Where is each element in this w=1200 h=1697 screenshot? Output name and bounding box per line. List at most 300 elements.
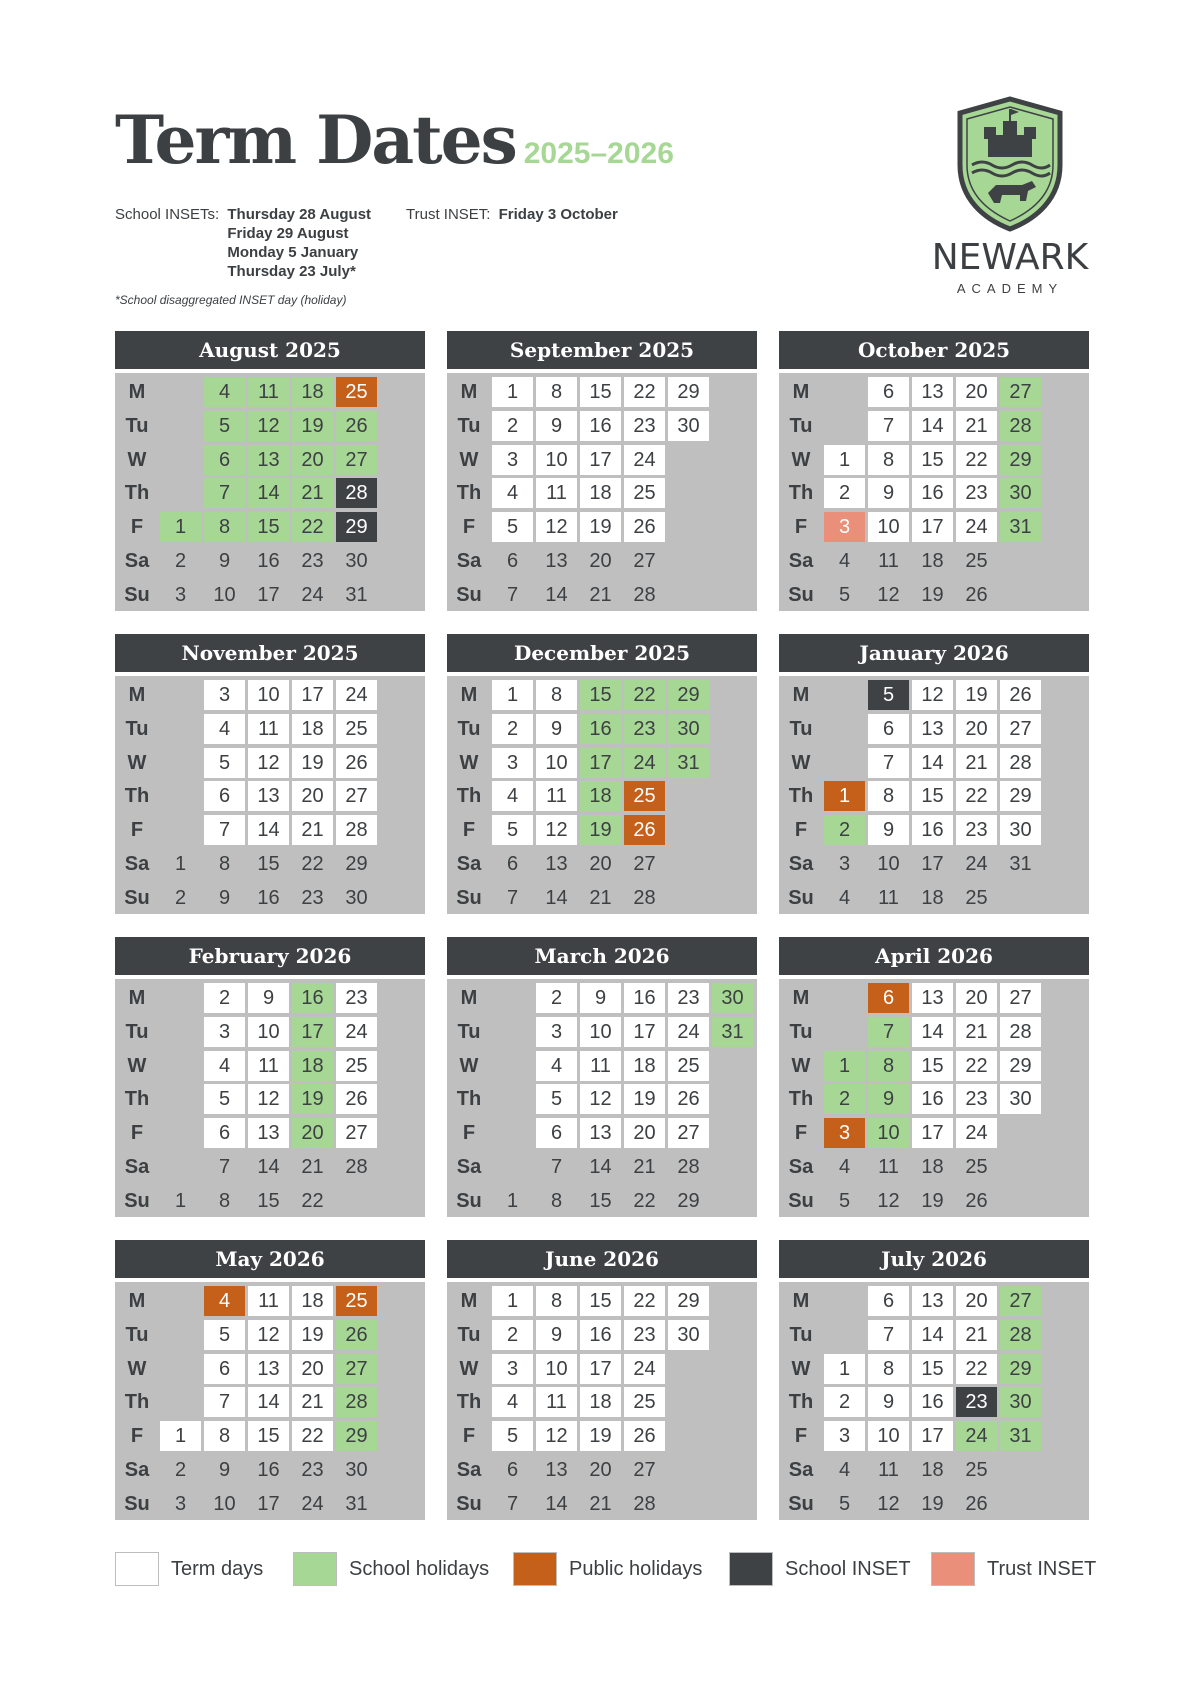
calendar-day: 11 <box>535 1386 578 1418</box>
calendar-day: 20 <box>579 1454 622 1486</box>
weekday-label: Tu <box>789 414 813 437</box>
calendar-day: 21 <box>291 814 334 846</box>
calendar-day: 8 <box>867 1050 910 1082</box>
calendar-day: 20 <box>955 1285 998 1317</box>
calendar-day: 22 <box>955 1353 998 1385</box>
calendar-day: 14 <box>247 814 290 846</box>
calendar-day: 29 <box>999 444 1042 476</box>
calendar-day: 16 <box>247 882 290 914</box>
calendar-day: 31 <box>999 511 1042 543</box>
weekday-label: F <box>462 819 476 842</box>
calendar-day: 8 <box>203 848 246 880</box>
weekday-label: Th <box>456 1088 482 1111</box>
calendar-day: 13 <box>247 780 290 812</box>
weekday-label: Su <box>788 1189 814 1212</box>
calendar-day: 4 <box>203 376 246 408</box>
weekday-label: W <box>459 1054 479 1077</box>
month-calendar <box>779 1240 1089 1520</box>
weekday-label: M <box>128 684 146 706</box>
weekday-label: F <box>130 819 144 842</box>
school-insets-label: School INSETs: <box>115 206 220 223</box>
calendar-day: 20 <box>291 1117 334 1149</box>
calendar-day: 23 <box>291 545 334 577</box>
calendar-day: 20 <box>955 982 998 1014</box>
calendar-day: 12 <box>247 747 290 779</box>
calendar-day: 20 <box>579 848 622 880</box>
calendar-day: 15 <box>247 511 290 543</box>
month-calendar <box>447 937 757 1217</box>
calendar-day: 3 <box>535 1016 578 1048</box>
calendar-day: 24 <box>291 579 334 611</box>
weekday-label: W <box>127 751 147 774</box>
calendar-day: 29 <box>667 1285 710 1317</box>
calendar-day: 14 <box>535 882 578 914</box>
calendar-day: 5 <box>203 410 246 442</box>
calendar-day: 28 <box>999 747 1042 779</box>
calendar-day: 28 <box>335 1151 378 1183</box>
calendar-day: 9 <box>203 545 246 577</box>
calendar-day: 10 <box>247 1016 290 1048</box>
calendar-day: 26 <box>955 579 998 611</box>
calendar-day: 11 <box>867 1151 910 1183</box>
calendar-day: 16 <box>911 1386 954 1418</box>
calendar-day: 3 <box>203 679 246 711</box>
calendar-day: 2 <box>159 545 202 577</box>
calendar-day: 29 <box>335 511 378 543</box>
calendar-day: 19 <box>579 1420 622 1452</box>
calendar-day: 31 <box>711 1016 754 1048</box>
weekday-label: M <box>128 987 146 1009</box>
calendar-day: 18 <box>291 1050 334 1082</box>
calendar-day: 15 <box>247 1185 290 1217</box>
legend-label: School INSET <box>785 1558 911 1580</box>
weekday-label: W <box>459 751 479 774</box>
calendar-day: 28 <box>335 1386 378 1418</box>
calendar-day: 16 <box>911 1083 954 1115</box>
legend-label: Term days <box>171 1558 264 1580</box>
calendar-day: 12 <box>579 1083 622 1115</box>
calendar-day: 7 <box>203 1386 246 1418</box>
calendar-day: 18 <box>579 780 622 812</box>
legend-swatch <box>729 1552 773 1586</box>
calendar-day: 5 <box>535 1083 578 1115</box>
calendar-day: 13 <box>247 444 290 476</box>
calendar-day: 8 <box>203 1185 246 1217</box>
weekday-label: Sa <box>124 1156 150 1178</box>
calendar-day: 11 <box>535 780 578 812</box>
legend-label: Trust INSET <box>987 1558 1097 1580</box>
calendar-day: 30 <box>335 1454 378 1486</box>
calendar-day: 14 <box>535 1488 578 1520</box>
calendar-day: 8 <box>203 511 246 543</box>
weekday-label: Su <box>124 1492 150 1515</box>
calendar-day: 12 <box>535 1420 578 1452</box>
month-title: January 2026 <box>779 634 1089 672</box>
weekday-label: M <box>460 381 478 403</box>
calendar-day: 21 <box>291 1386 334 1418</box>
calendar-day: 5 <box>823 1185 866 1217</box>
calendar-day: 28 <box>623 579 666 611</box>
calendar-day: 2 <box>159 882 202 914</box>
weekday-label: M <box>460 1290 478 1312</box>
calendar-day: 31 <box>335 579 378 611</box>
calendar-day: 24 <box>955 1117 998 1149</box>
calendar-day: 23 <box>623 1319 666 1351</box>
calendar-day: 24 <box>335 679 378 711</box>
calendar-day: 27 <box>623 1454 666 1486</box>
calendar-day: 28 <box>623 1488 666 1520</box>
calendar-day: 12 <box>867 1488 910 1520</box>
calendar-day: 3 <box>159 1488 202 1520</box>
month-calendar <box>447 634 757 914</box>
month-title: February 2026 <box>115 937 425 975</box>
calendar-day: 26 <box>623 814 666 846</box>
calendar-day: 3 <box>823 848 866 880</box>
school-insets-dates <box>227 205 371 281</box>
weekday-label: F <box>794 1425 808 1448</box>
calendar-day: 27 <box>999 1285 1042 1317</box>
calendar-day: 4 <box>203 713 246 745</box>
calendar-day: 21 <box>291 477 334 509</box>
calendar-day: 24 <box>623 1353 666 1385</box>
calendar-day: 27 <box>667 1117 710 1149</box>
calendar-day: 9 <box>867 814 910 846</box>
calendar-day: 22 <box>955 444 998 476</box>
school-inset-date: Thursday 23 July* <box>227 263 356 280</box>
weekday-label: Th <box>124 785 150 808</box>
calendar-day: 19 <box>291 410 334 442</box>
calendar-day: 14 <box>911 1319 954 1351</box>
calendar-day: 4 <box>491 780 534 812</box>
calendar-day: 27 <box>623 848 666 880</box>
calendar-day: 5 <box>491 511 534 543</box>
calendar-day: 12 <box>247 1083 290 1115</box>
footnote: *School disaggregated INSET day (holiday) <box>115 293 347 307</box>
calendar-day: 11 <box>247 713 290 745</box>
calendar-day: 14 <box>911 1016 954 1048</box>
calendar-day: 30 <box>667 713 710 745</box>
calendar-day: 29 <box>999 1353 1042 1385</box>
calendar-day: 30 <box>667 1319 710 1351</box>
calendar-day: 14 <box>579 1151 622 1183</box>
calendar-day: 19 <box>955 679 998 711</box>
calendar-day: 18 <box>623 1050 666 1082</box>
weekday-label: F <box>794 1122 808 1145</box>
calendar-day: 12 <box>535 814 578 846</box>
calendar-day: 21 <box>579 579 622 611</box>
calendar-day: 22 <box>955 1050 998 1082</box>
weekday-label: Tu <box>125 414 149 437</box>
calendar-day: 24 <box>623 747 666 779</box>
calendar-day: 8 <box>867 780 910 812</box>
calendar-day: 21 <box>579 882 622 914</box>
calendar-day: 11 <box>247 376 290 408</box>
weekday-label: M <box>792 684 810 706</box>
calendar-day: 6 <box>491 848 534 880</box>
calendar-day: 24 <box>955 848 998 880</box>
weekday-label: Tu <box>125 717 149 740</box>
calendar-day: 7 <box>491 579 534 611</box>
calendar-day: 15 <box>911 1050 954 1082</box>
calendar-day: 9 <box>867 1386 910 1418</box>
month-calendar <box>779 937 1089 1217</box>
weekday-label: Su <box>456 583 482 606</box>
calendar-day: 22 <box>623 679 666 711</box>
weekday-label: Sa <box>456 1459 482 1481</box>
calendar-day: 7 <box>867 410 910 442</box>
calendar-day: 5 <box>491 1420 534 1452</box>
calendar-day: 26 <box>335 1083 378 1115</box>
weekday-label: Sa <box>456 1156 482 1178</box>
calendar-day: 6 <box>867 713 910 745</box>
calendar-day: 29 <box>667 1185 710 1217</box>
calendar-day: 17 <box>911 848 954 880</box>
weekday-label: Th <box>124 1391 150 1414</box>
calendar-day: 2 <box>823 814 866 846</box>
calendar-day: 1 <box>823 444 866 476</box>
calendar-day: 10 <box>203 579 246 611</box>
calendar-day: 23 <box>623 713 666 745</box>
calendar-day: 17 <box>247 1488 290 1520</box>
calendar-day: 11 <box>247 1050 290 1082</box>
calendar-day: 19 <box>911 1488 954 1520</box>
calendar-day: 12 <box>867 1185 910 1217</box>
calendar-day: 29 <box>999 1050 1042 1082</box>
weekday-label: Tu <box>125 1020 149 1043</box>
calendar-day: 11 <box>535 477 578 509</box>
calendar-day: 3 <box>491 747 534 779</box>
calendar-day: 17 <box>291 679 334 711</box>
calendar-day: 29 <box>667 679 710 711</box>
calendar-day: 24 <box>955 511 998 543</box>
calendar-day: 19 <box>579 814 622 846</box>
calendar-day: 6 <box>203 1353 246 1385</box>
calendar-day: 29 <box>667 376 710 408</box>
calendar-day: 9 <box>535 713 578 745</box>
weekday-label: W <box>459 448 479 471</box>
calendar-day: 22 <box>291 1185 334 1217</box>
calendar-day: 6 <box>867 982 910 1014</box>
weekday-label: W <box>791 1054 811 1077</box>
calendar-day: 7 <box>867 747 910 779</box>
calendar-day: 9 <box>203 882 246 914</box>
calendar-day: 22 <box>623 1185 666 1217</box>
weekday-label: F <box>462 1425 476 1448</box>
calendar-day: 15 <box>911 1353 954 1385</box>
school-inset-date: Thursday 28 August <box>227 206 372 223</box>
calendar-day: 4 <box>535 1050 578 1082</box>
weekday-label: F <box>462 1122 476 1145</box>
calendar-day: 18 <box>291 713 334 745</box>
weekday-label: Sa <box>456 550 482 572</box>
calendar-day: 4 <box>491 477 534 509</box>
calendar-day: 10 <box>203 1488 246 1520</box>
calendar-day: 15 <box>247 1420 290 1452</box>
calendar-day: 18 <box>291 376 334 408</box>
calendar-day: 15 <box>579 679 622 711</box>
calendar-day: 26 <box>999 679 1042 711</box>
weekday-label: Su <box>456 1189 482 1212</box>
weekday-label: Th <box>456 1391 482 1414</box>
weekday-label: Sa <box>456 853 482 875</box>
calendar-day: 17 <box>579 747 622 779</box>
calendar-day: 17 <box>291 1016 334 1048</box>
calendar-day: 27 <box>335 780 378 812</box>
trust-inset-label: Trust INSET: <box>406 206 491 223</box>
weekday-label: Su <box>788 583 814 606</box>
weekday-label: Su <box>124 886 150 909</box>
calendar-day: 14 <box>535 579 578 611</box>
calendar-day: 20 <box>291 780 334 812</box>
calendar-day: 14 <box>911 410 954 442</box>
weekday-label: M <box>128 1290 146 1312</box>
calendar-day: 22 <box>955 780 998 812</box>
calendar-day: 20 <box>579 545 622 577</box>
calendar-day: 9 <box>203 1454 246 1486</box>
month-calendar <box>779 331 1089 611</box>
weekday-label: Th <box>788 482 814 505</box>
month-title: April 2026 <box>779 937 1089 975</box>
calendar-day: 8 <box>535 679 578 711</box>
calendar-day: 30 <box>999 814 1042 846</box>
calendar-day: 31 <box>999 1420 1042 1452</box>
calendar-day: 10 <box>867 511 910 543</box>
calendar-day: 25 <box>623 1386 666 1418</box>
calendar-day: 20 <box>623 1117 666 1149</box>
month-calendar <box>115 937 425 1217</box>
calendar-day: 21 <box>955 410 998 442</box>
weekday-label: Tu <box>789 1020 813 1043</box>
calendar-day: 23 <box>291 882 334 914</box>
calendar-day: 8 <box>535 1285 578 1317</box>
calendar-day: 11 <box>867 882 910 914</box>
calendar-day: 4 <box>823 1151 866 1183</box>
weekday-label: Th <box>456 785 482 808</box>
calendar-day: 19 <box>291 1319 334 1351</box>
calendar-day: 7 <box>203 814 246 846</box>
calendar-day: 30 <box>335 545 378 577</box>
legend-label: Public holidays <box>569 1558 703 1580</box>
calendar-day: 4 <box>203 1050 246 1082</box>
calendar-day: 15 <box>911 780 954 812</box>
calendar-day: 5 <box>823 579 866 611</box>
calendar-day: 4 <box>823 882 866 914</box>
school-inset-date: Friday 29 August <box>227 225 349 242</box>
calendar-day: 3 <box>823 1117 866 1149</box>
calendar-day: 5 <box>203 1319 246 1351</box>
calendar-day: 17 <box>247 579 290 611</box>
calendar-day: 1 <box>491 679 534 711</box>
calendar-day: 13 <box>247 1117 290 1149</box>
calendar-day: 5 <box>823 1488 866 1520</box>
month-calendar <box>115 331 425 611</box>
calendar-day: 12 <box>535 511 578 543</box>
legend-swatch <box>293 1552 337 1586</box>
calendar-day: 23 <box>623 410 666 442</box>
weekday-label: Tu <box>457 717 481 740</box>
calendar-day: 21 <box>579 1488 622 1520</box>
calendar-day: 15 <box>579 376 622 408</box>
calendar-day: 2 <box>823 1386 866 1418</box>
calendar-day: 19 <box>291 747 334 779</box>
weekday-label: Tu <box>457 414 481 437</box>
logo-sub: ACADEMY <box>956 281 1064 296</box>
calendar-day: 21 <box>955 1319 998 1351</box>
calendar-day: 8 <box>203 1420 246 1452</box>
calendar-day: 15 <box>579 1185 622 1217</box>
calendar-day: 2 <box>203 982 246 1014</box>
weekday-label: Tu <box>457 1323 481 1346</box>
weekday-label: Sa <box>788 1156 814 1178</box>
calendar-day: 9 <box>535 1319 578 1351</box>
calendar-day: 15 <box>579 1285 622 1317</box>
calendar-day: 23 <box>335 982 378 1014</box>
calendar-day: 21 <box>955 747 998 779</box>
calendar-day: 10 <box>535 444 578 476</box>
calendar-day: 18 <box>911 1454 954 1486</box>
calendar-day: 10 <box>247 679 290 711</box>
weekday-label: F <box>130 1425 144 1448</box>
month-title: May 2026 <box>115 1240 425 1278</box>
calendar-day: 27 <box>335 444 378 476</box>
calendar-day: 13 <box>579 1117 622 1149</box>
calendar-day: 10 <box>579 1016 622 1048</box>
calendar-day: 14 <box>247 1386 290 1418</box>
calendar-day: 24 <box>291 1488 334 1520</box>
weekday-label: M <box>792 987 810 1009</box>
weekday-label: Sa <box>788 550 814 572</box>
calendar-day: 25 <box>335 713 378 745</box>
calendar-day: 16 <box>247 1454 290 1486</box>
weekday-label: Tu <box>789 1323 813 1346</box>
calendar-day: 16 <box>579 410 622 442</box>
calendar-day: 20 <box>955 376 998 408</box>
calendar-day: 22 <box>291 848 334 880</box>
legend-swatch <box>931 1552 975 1586</box>
weekday-label: Sa <box>788 853 814 875</box>
weekday-label: Tu <box>457 1020 481 1043</box>
calendar-day: 25 <box>335 376 378 408</box>
legend <box>115 1552 1095 1588</box>
calendar-day: 19 <box>579 511 622 543</box>
calendar-day: 5 <box>491 814 534 846</box>
calendar-day: 1 <box>491 1185 534 1217</box>
month-title: September 2025 <box>447 331 757 369</box>
calendar-day: 15 <box>911 444 954 476</box>
calendar-day: 19 <box>911 579 954 611</box>
calendar-day: 21 <box>291 1151 334 1183</box>
calendar-day: 8 <box>867 1353 910 1385</box>
calendar-day: 13 <box>911 982 954 1014</box>
calendar-day: 4 <box>823 545 866 577</box>
calendar-day: 22 <box>623 376 666 408</box>
calendar-day: 9 <box>247 982 290 1014</box>
month-title: November 2025 <box>115 634 425 672</box>
calendar-day: 19 <box>911 1185 954 1217</box>
calendar-day: 11 <box>867 545 910 577</box>
calendar-day: 3 <box>823 511 866 543</box>
weekday-label: M <box>460 987 478 1009</box>
calendar-day: 8 <box>535 1185 578 1217</box>
calendar-day: 1 <box>159 1185 202 1217</box>
calendar-day: 8 <box>535 376 578 408</box>
calendar-day: 6 <box>491 545 534 577</box>
calendar-day: 27 <box>999 982 1042 1014</box>
calendar-day: 4 <box>491 1386 534 1418</box>
calendar-day: 11 <box>247 1285 290 1317</box>
calendar-day: 29 <box>335 1420 378 1452</box>
weekday-label: F <box>794 819 808 842</box>
